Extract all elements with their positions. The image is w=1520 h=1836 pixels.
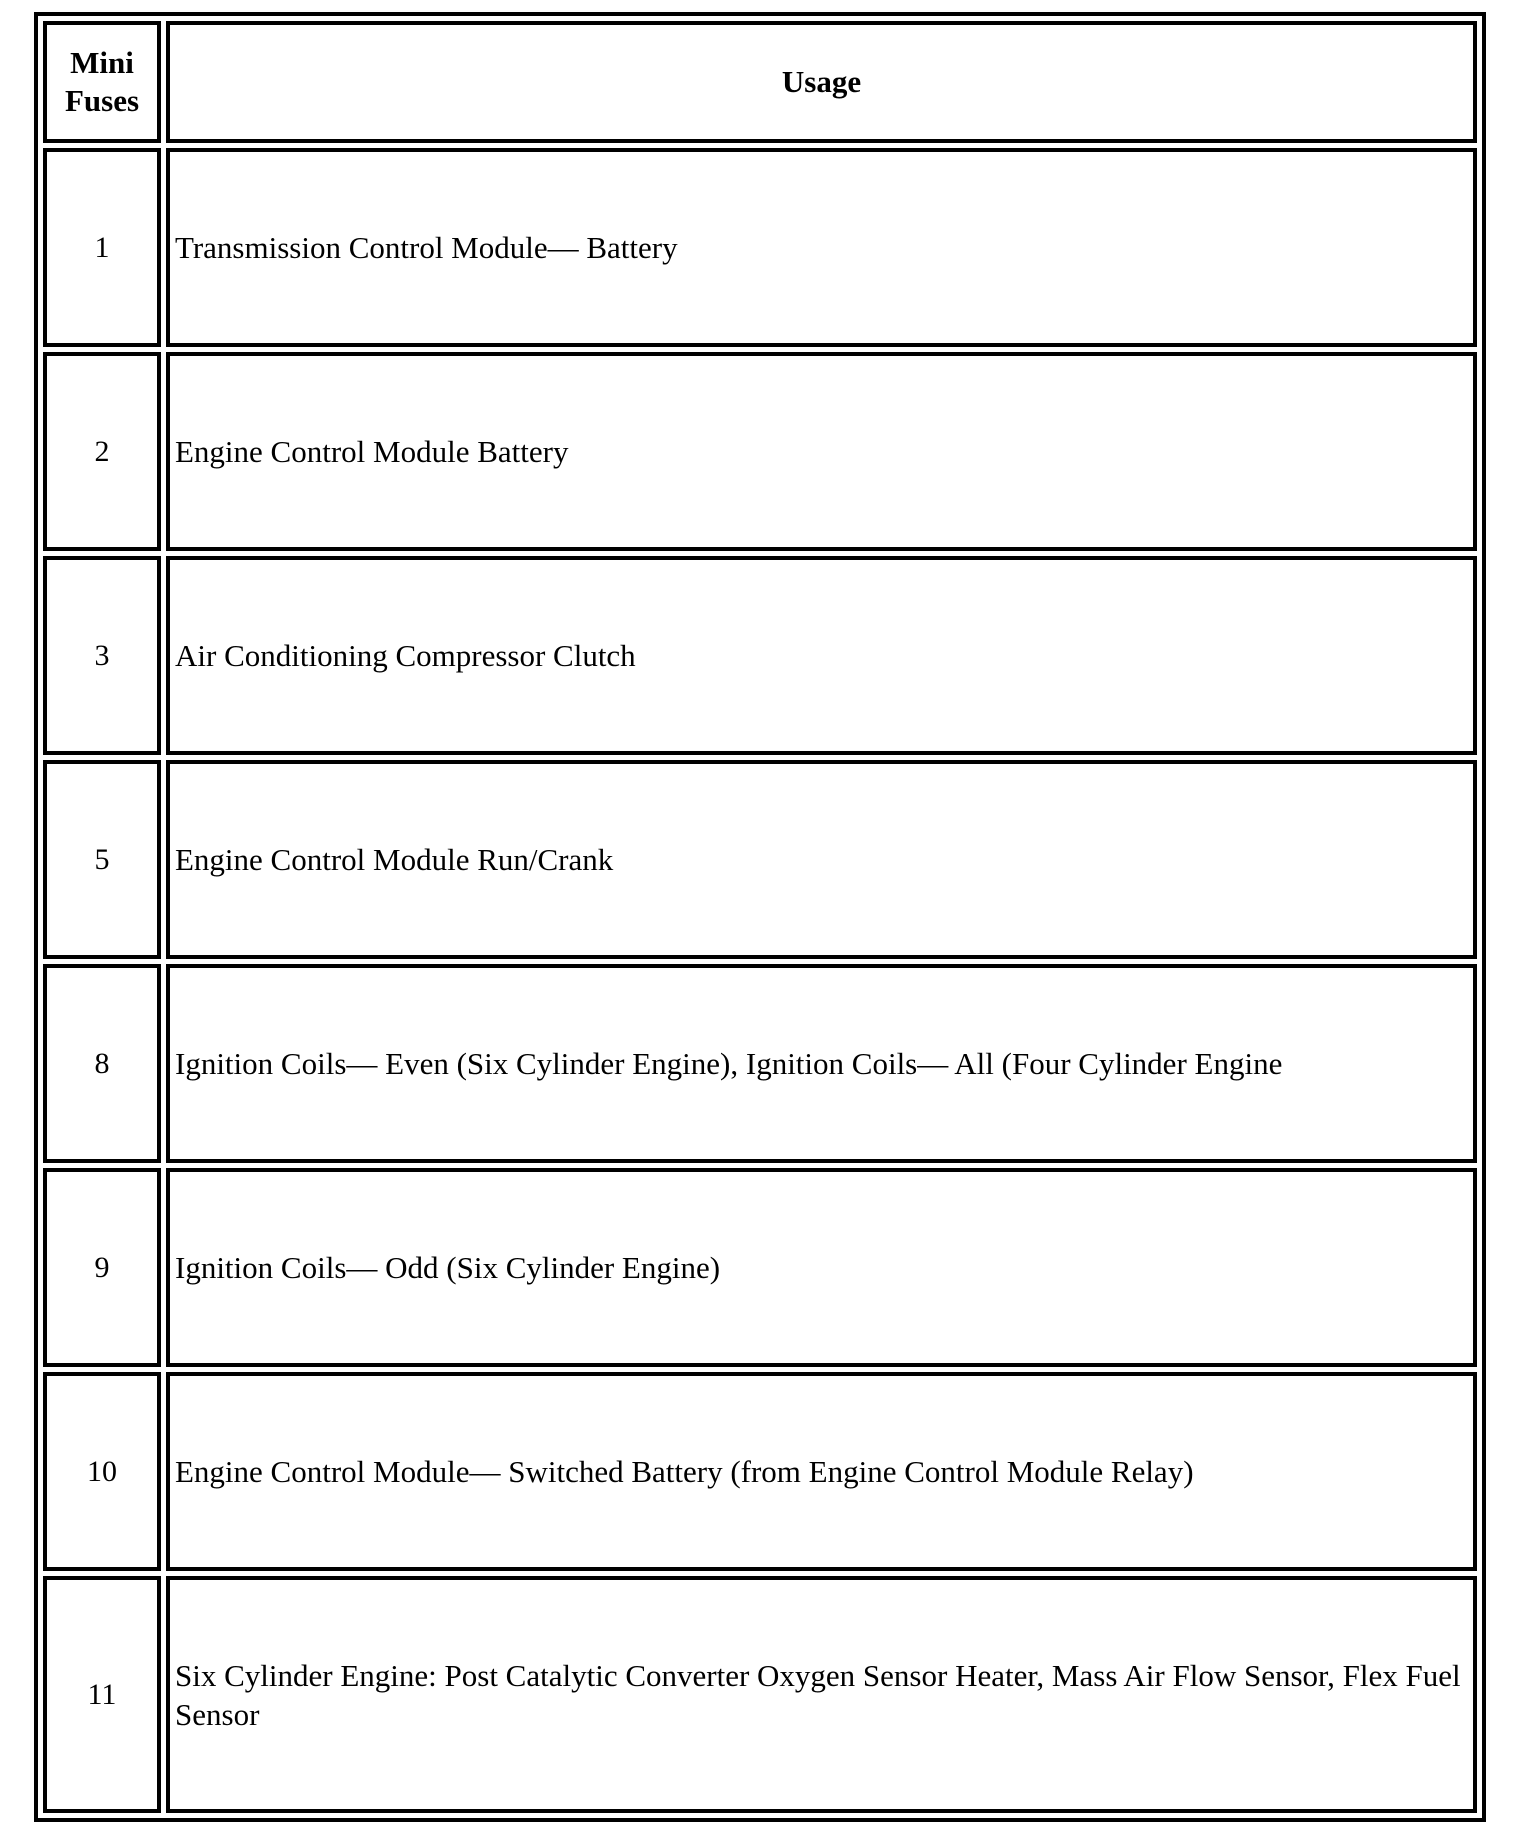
table-row xyxy=(43,148,1477,347)
fuse-number: 3 xyxy=(43,556,161,755)
fuse-usage: Ignition Coils— Even (Six Cylinder Engine), Ignition Coils— All (Four Cylinder Engine xyxy=(166,964,1477,1163)
table-row xyxy=(43,1576,1477,1813)
header-mini-fuses-line2: Fuses xyxy=(64,83,140,118)
table-row xyxy=(43,352,1477,551)
fuse-usage: Six Cylinder Engine: Post Catalytic Converter Oxygen Sensor Heater, Mass Air Flow Sensor, Flex Fuel Sensor xyxy=(166,1576,1477,1813)
fuse-number: 5 xyxy=(43,760,161,959)
fuse-number: 11 xyxy=(43,1576,161,1813)
fuse-number: 10 xyxy=(43,1372,161,1571)
fuse-number: 2 xyxy=(43,352,161,551)
table-body xyxy=(43,148,1477,1813)
table-row xyxy=(43,964,1477,1163)
fuse-usage-table xyxy=(34,12,1486,1822)
header-usage: Usage xyxy=(166,21,1477,143)
header-mini-fuses xyxy=(43,21,161,143)
fuse-usage: Ignition Coils— Odd (Six Cylinder Engine) xyxy=(166,1168,1477,1367)
fuse-usage: Transmission Control Module— Battery xyxy=(166,148,1477,347)
fuse-usage: Air Conditioning Compressor Clutch xyxy=(166,556,1477,755)
fuse-number: 9 xyxy=(43,1168,161,1367)
fuse-usage: Engine Control Module Run/Crank xyxy=(166,760,1477,959)
header-row xyxy=(43,21,1477,143)
fuse-usage: Engine Control Module— Switched Battery (from Engine Control Module Relay) xyxy=(166,1372,1477,1571)
header-mini-fuses-line1: Mini xyxy=(70,45,134,80)
table-row xyxy=(43,556,1477,755)
fuse-number: 8 xyxy=(43,964,161,1163)
table-header xyxy=(43,21,1477,143)
table-row xyxy=(43,1372,1477,1571)
fuse-number: 1 xyxy=(43,148,161,347)
table-row xyxy=(43,760,1477,959)
fuse-usage: Engine Control Module Battery xyxy=(166,352,1477,551)
table-row xyxy=(43,1168,1477,1367)
